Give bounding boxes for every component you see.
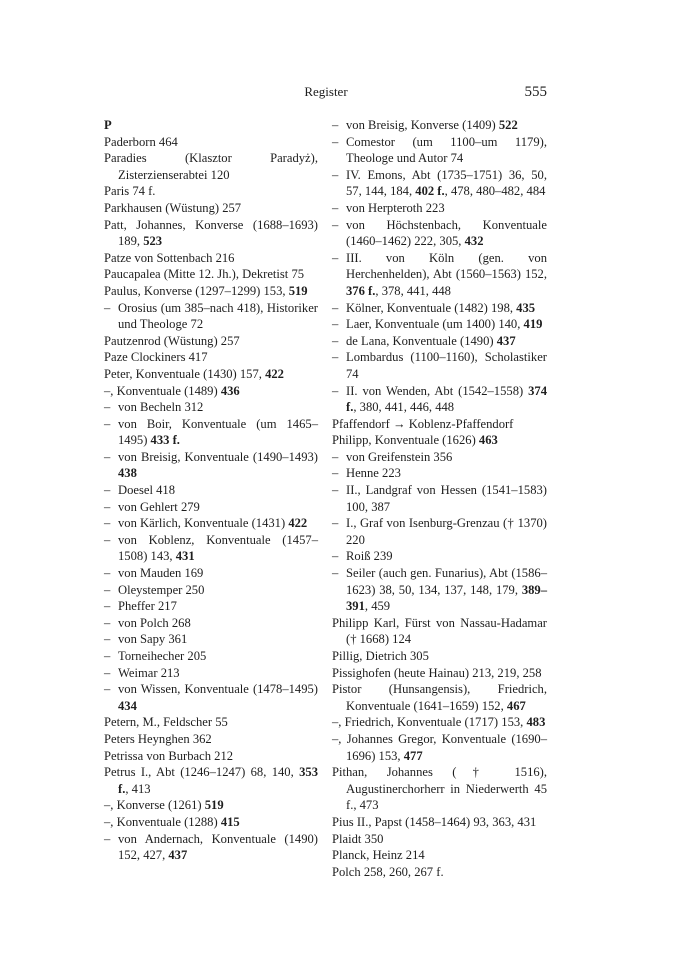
subentry-dash: – xyxy=(332,317,339,332)
entry-text: Oleystemper 250 xyxy=(118,582,205,597)
entry-text: Comestor (um 1100–um 1179), Theologe und Autor 74 xyxy=(346,134,547,166)
index-column-right xyxy=(332,117,547,880)
entry-text: von Herpteroth 223 xyxy=(346,200,445,215)
index-subentry xyxy=(104,515,318,532)
entry-text: Pissighofen (heute Hainau) 213, 219, 258 xyxy=(332,665,542,680)
index-entry xyxy=(104,383,318,400)
index-entry xyxy=(332,648,547,665)
entry-bold-page: 434 xyxy=(118,698,137,713)
subentry-dash: – xyxy=(104,483,111,498)
entry-text: Doesel 418 xyxy=(118,483,176,498)
index-entry xyxy=(104,183,318,200)
index-subentry xyxy=(104,582,318,599)
subentry-dash: – xyxy=(332,566,339,581)
index-entry xyxy=(104,134,318,151)
subentry-dash: – xyxy=(104,532,111,547)
entry-text: II., Landgraf von Hessen (1541–1583) 100, 387 xyxy=(346,483,547,514)
index-subentry xyxy=(332,200,547,217)
entry-text: Pillig, Dietrich 305 xyxy=(332,649,429,663)
entry-text: Paderborn 464 xyxy=(104,134,178,149)
entry-text: von Mauden 169 xyxy=(118,566,204,581)
entry-text: von Höchstenbach, Konventuale (1460–1462) 222, 305, xyxy=(346,217,547,249)
index-entry xyxy=(332,831,547,848)
entry-text: Petrus I., Abt (1246–1247) 68, 140, xyxy=(104,765,300,780)
entry-text: Paze Clockiners 417 xyxy=(104,350,208,365)
subentry-dash: – xyxy=(104,599,111,614)
index-entry xyxy=(332,814,547,831)
entry-text: –, Johannes Gregor, Konventuale (1690–1696) 153, xyxy=(332,731,547,763)
entry-text-after: , 378, 441, 448 xyxy=(375,283,451,298)
index-letter-heading xyxy=(104,117,318,134)
entry-text-after: , 478, 480–482, 484 xyxy=(444,184,546,199)
index-subentry xyxy=(332,134,547,167)
index-entry xyxy=(104,814,318,831)
index-entry xyxy=(104,250,318,267)
entry-text: Pius II., Papst (1458–1464) 93, 363, 431 xyxy=(332,814,537,829)
entry-bold-page: 435 xyxy=(516,300,536,315)
entry-text: Petrissa von Burbach 212 xyxy=(104,748,234,763)
subentry-dash: – xyxy=(332,483,339,498)
subentry-dash: – xyxy=(104,400,111,415)
entry-bold-page: 415 xyxy=(220,814,240,829)
entry-text-after: , 459 xyxy=(364,599,391,614)
entry-bold-page: 376 f. xyxy=(346,283,376,298)
index-subentry xyxy=(332,217,547,250)
entry-text: von Koblenz, Konventuale (1457–1508) 143, xyxy=(118,532,318,564)
index-subentry xyxy=(104,631,318,648)
index-subentry xyxy=(104,416,318,449)
index-entry xyxy=(332,615,547,648)
entry-text-after: , 380, 441, 446, 448 xyxy=(353,400,455,415)
entry-bold-page: 419 xyxy=(523,317,543,332)
index-entry xyxy=(104,200,318,217)
subentry-dash: – xyxy=(332,250,339,265)
index-entry xyxy=(332,681,547,714)
entry-bold-page: 522 xyxy=(498,118,518,132)
entry-text: Paucapalea (Mitte 12. Jh.), Dekretist 75 xyxy=(104,267,305,282)
entry-text: von Gehlert 279 xyxy=(118,499,200,514)
entry-bold-page: 432 xyxy=(464,234,484,249)
entry-text: Polch 258, 260, 267 f. xyxy=(332,864,444,879)
entry-text: de Lana, Konventuale (1490) xyxy=(346,333,497,348)
entry-bold-page: 422 xyxy=(288,516,308,531)
index-subentry xyxy=(332,565,547,615)
entry-text: Paris 74 f. xyxy=(104,184,156,199)
entry-text: Lombardus (1100–1160), Scholastiker 74 xyxy=(346,350,547,381)
subentry-dash: – xyxy=(104,499,111,514)
index-entry xyxy=(104,283,318,300)
entry-bold-page: 431 xyxy=(175,549,195,564)
entry-bold-page: 433 f. xyxy=(150,433,180,448)
entry-text: von Sapy 361 xyxy=(118,632,188,647)
index-subentry xyxy=(332,349,547,382)
index-entry xyxy=(104,764,318,797)
entry-text: Patt, Johannes, Konverse (1688–1693) 189, xyxy=(104,217,318,249)
entry-text: Pithan, Johannes († 1516), Augustinerchorherr in Niederwerth 45 f., 473 xyxy=(332,765,547,813)
entry-text: –, Konverse (1261) xyxy=(104,798,205,813)
index-entry xyxy=(104,366,318,383)
subentry-dash: – xyxy=(332,217,339,232)
entry-text: Pfaffendorf → Koblenz-Pfaffendorf xyxy=(332,416,514,431)
entry-text: Roiß 239 xyxy=(346,549,393,564)
subentry-dash: – xyxy=(332,350,339,365)
entry-text: Orosius (um 385–nach 418), Historiker und Theologe 72 xyxy=(118,300,318,332)
entry-text: Laer, Konventuale (um 1400) 140, xyxy=(346,317,524,332)
index-subentry xyxy=(332,515,547,548)
index-entry xyxy=(104,797,318,814)
index-subentry xyxy=(104,449,318,482)
index-subentry xyxy=(332,250,547,300)
entry-text: II. von Wenden, Abt (1542–1558) xyxy=(346,383,529,398)
entry-bold-page: 519 xyxy=(204,798,224,813)
subentry-dash: – xyxy=(104,615,111,630)
entry-text: III. von Köln (gen. von Herchenhelden), Abt (1560–1563) 152, xyxy=(346,250,547,282)
index-entry xyxy=(332,714,547,731)
entry-text: Philipp, Konventuale (1626) xyxy=(332,433,479,448)
entry-text: von Breisig, Konventuale (1490–1493) xyxy=(118,449,318,464)
index-subentry xyxy=(104,300,318,333)
index-entry xyxy=(104,748,318,765)
entry-text: Pautzenrod (Wüstung) 257 xyxy=(104,333,240,348)
subentry-dash: – xyxy=(332,466,339,481)
entry-bold-page: 523 xyxy=(143,234,163,249)
entry-text: von Wissen, Konventuale (1478–1495) xyxy=(118,682,318,697)
subentry-dash: – xyxy=(332,167,339,182)
entry-text: –, Friedrich, Konventuale (1717) 153, xyxy=(332,715,527,730)
index-subentry xyxy=(332,167,547,200)
index-entry xyxy=(104,150,318,183)
entry-text: von Polch 268 xyxy=(118,615,191,630)
subentry-dash: – xyxy=(332,516,339,531)
entry-text: von Becheln 312 xyxy=(118,400,204,415)
subentry-dash: – xyxy=(104,649,111,663)
index-entry xyxy=(104,731,318,748)
entry-bold-page: 374 f. xyxy=(346,383,547,415)
index-subentry xyxy=(332,333,547,350)
index-subentry xyxy=(332,449,547,466)
entry-text: Pheffer 217 xyxy=(118,599,177,614)
entry-bold-page: 389–391 xyxy=(346,582,547,614)
index-subentry xyxy=(104,499,318,516)
index-entry xyxy=(104,333,318,350)
subentry-dash: – xyxy=(332,549,339,564)
index-subentry xyxy=(104,532,318,565)
index-subentry xyxy=(104,615,318,632)
subentry-dash: – xyxy=(332,449,339,464)
subentry-dash: – xyxy=(104,665,111,680)
entry-bold-page: 519 xyxy=(288,283,308,298)
index-subentry xyxy=(332,383,547,416)
index-subentry xyxy=(104,598,318,615)
subentry-dash: – xyxy=(332,118,339,132)
subentry-dash: – xyxy=(332,200,339,215)
index-subentry xyxy=(332,482,547,515)
entry-text: –, Konventuale (1489) xyxy=(104,383,221,398)
index-subentry xyxy=(104,565,318,582)
entry-text: Petern, M., Feldscher 55 xyxy=(104,715,228,730)
index-subentry xyxy=(104,831,318,864)
entry-bold-page: 436 xyxy=(220,383,240,398)
subentry-dash: – xyxy=(104,516,111,531)
index-entry xyxy=(332,764,547,814)
entry-text: Paradies (Klasztor Paradyż), Zisterzienserabtei 120 xyxy=(104,151,318,182)
entry-text: Torneihecher 205 xyxy=(118,649,207,663)
subentry-dash: – xyxy=(104,682,111,697)
index-entry xyxy=(332,731,547,764)
entry-text: Weimar 213 xyxy=(118,665,180,680)
index-subentry xyxy=(332,465,547,482)
entry-bold-page: 437 xyxy=(168,848,188,863)
entry-bold-page: 463 xyxy=(478,433,498,448)
index-subentry xyxy=(332,117,547,134)
entry-bold-page: 483 xyxy=(526,715,546,730)
entry-text: P xyxy=(104,118,112,132)
index-entry xyxy=(332,432,547,449)
entry-text: Kölner, Konventuale (1482) 198, xyxy=(346,300,517,315)
index-subentry xyxy=(104,665,318,682)
index-entry xyxy=(332,847,547,864)
index-subentry xyxy=(104,482,318,499)
entry-bold-page: 437 xyxy=(496,333,516,348)
entry-text: Peters Heynghen 362 xyxy=(104,731,212,746)
subentry-dash: – xyxy=(104,582,111,597)
subentry-dash: – xyxy=(332,383,339,398)
entry-bold-page: 467 xyxy=(506,698,526,713)
entry-text: von Boir, Konventuale (um 1465–1495) xyxy=(118,416,318,448)
entry-text: Plaidt 350 xyxy=(332,831,384,846)
entry-text: Peter, Konventuale (1430) 157, xyxy=(104,366,266,381)
index-entry xyxy=(104,217,318,250)
subentry-dash: – xyxy=(104,831,111,846)
entry-bold-page: 353 f. xyxy=(118,765,318,796)
index-entry xyxy=(332,416,547,433)
page-number: 555 xyxy=(524,84,547,100)
entry-text: von Kärlich, Konventuale (1431) xyxy=(118,516,289,531)
entry-text: von Andernach, Konventuale (1490) 152, 427, xyxy=(118,831,318,863)
running-header-title: Register xyxy=(304,84,348,99)
entry-text: Philipp Karl, Fürst von Nassau-Hadamar († 1668) 124 xyxy=(332,615,547,647)
index-column-left xyxy=(104,117,318,864)
entry-text: I., Graf von Isenburg-Grenzau († 1370) 220 xyxy=(346,516,547,547)
index-entry xyxy=(104,714,318,731)
entry-text: Henne 223 xyxy=(346,466,401,481)
entry-text: Parkhausen (Wüstung) 257 xyxy=(104,200,242,215)
entry-text: IV. Emons, Abt (1735–1751) 36, 50, 57, 144, 184, xyxy=(346,167,547,199)
index-subentry xyxy=(104,681,318,714)
entry-text: von Breisig, Konverse (1409) xyxy=(346,118,499,132)
subentry-dash: – xyxy=(332,333,339,348)
index-entry xyxy=(332,665,547,682)
entry-bold-page: 438 xyxy=(118,466,137,481)
subentry-dash: – xyxy=(104,300,111,315)
entry-text: Patze von Sottenbach 216 xyxy=(104,250,235,265)
entry-bold-page: 422 xyxy=(265,366,284,381)
index-subentry xyxy=(104,648,318,665)
entry-text: Planck, Heinz 214 xyxy=(332,848,425,863)
subentry-dash: – xyxy=(104,449,111,464)
entry-text: von Greifenstein 356 xyxy=(346,449,453,464)
entry-text: Paulus, Konverse (1297–1299) 153, xyxy=(104,283,289,298)
subentry-dash: – xyxy=(332,300,339,315)
entry-text: Pistor (Hunsangensis), Friedrich, Konventuale (1641–1659) 152, xyxy=(332,682,547,713)
index-subentry xyxy=(332,548,547,565)
subentry-dash: – xyxy=(104,416,111,431)
index-entry xyxy=(104,349,318,366)
index-subentry xyxy=(332,316,547,333)
index-entry xyxy=(104,266,318,283)
index-entry xyxy=(332,864,547,881)
entry-bold-page: 477 xyxy=(403,748,423,763)
entry-text-after: , 413 xyxy=(125,781,151,796)
subentry-dash: – xyxy=(104,632,111,647)
entry-bold-page: 402 f. xyxy=(415,184,445,199)
entry-text: –, Konventuale (1288) xyxy=(104,814,221,829)
subentry-dash: – xyxy=(104,566,111,581)
index-subentry xyxy=(332,300,547,317)
subentry-dash: – xyxy=(332,134,339,149)
entry-text: Seiler (auch gen. Funarius), Abt (1586–1623) 38, 50, 134, 137, 148, 179, xyxy=(346,566,547,597)
index-subentry xyxy=(104,399,318,416)
